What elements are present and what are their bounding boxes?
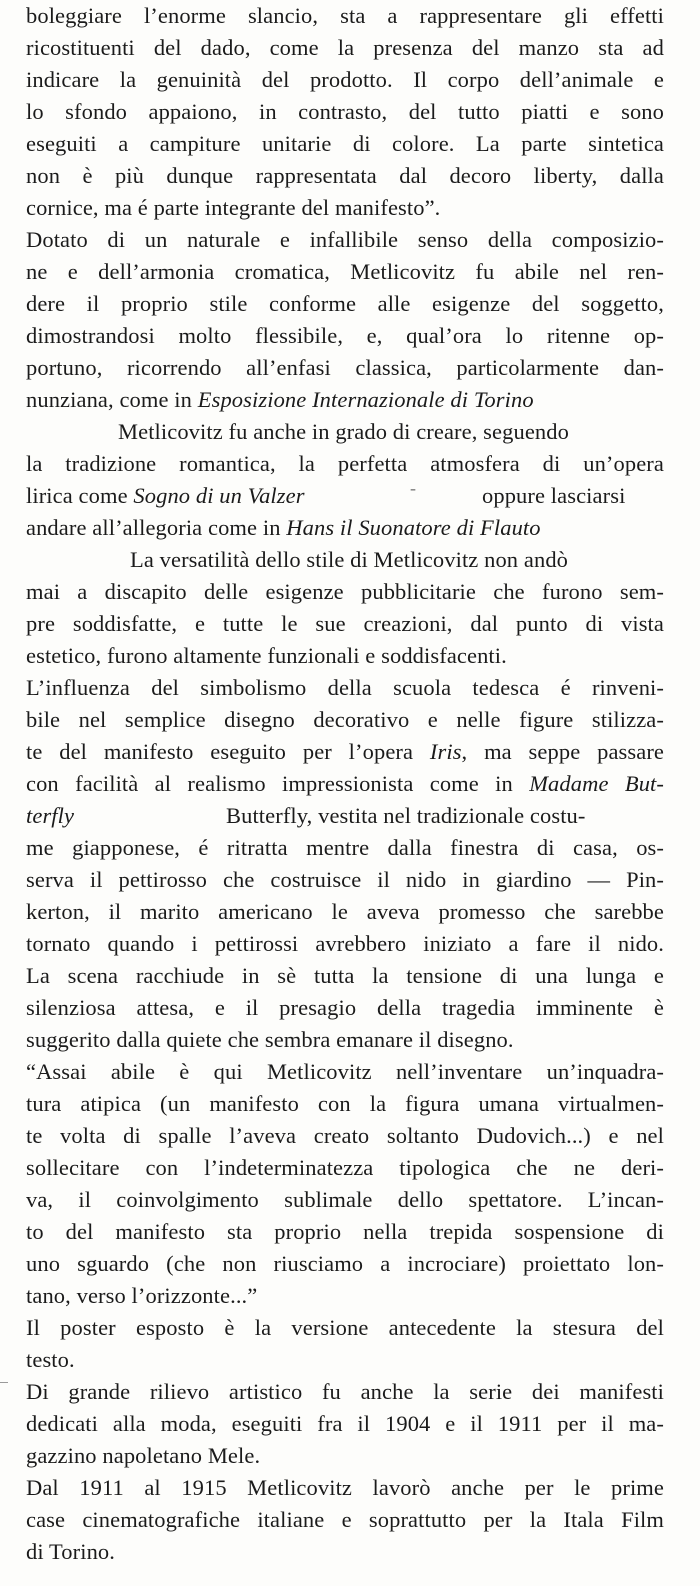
text-line	[26, 800, 664, 832]
text-line	[26, 736, 664, 768]
text-line: mai a discapito delle esigenze pubblicitarie che furono sem-	[26, 579, 664, 604]
text-line: uno sguardo (che non riusciamo a incrociare) proiettato lon-	[26, 1251, 664, 1276]
poster-title: Sogno di un Valzer	[133, 483, 305, 508]
text-line: Dal 1911 al 1915 Metlicovitz lavorò anche per le prime	[26, 1475, 664, 1500]
text-line: tano, verso l’orizzonte...”	[26, 1283, 258, 1308]
poster-title: Hans il Suonatore di Flauto	[286, 515, 541, 540]
text-segment: nunziana, come in	[26, 387, 198, 412]
text-line: di Torino.	[26, 1539, 116, 1564]
text-line: tornato quando i pettirossi avrebbero iniziato a fare il nido.	[26, 931, 664, 956]
text-segment: , ma seppe passare	[461, 739, 665, 764]
text-line: portuno, ricorrendo all’enfasi classica, particolarmente dan-	[26, 355, 664, 380]
text-line: dimostrandosi molto flessibile, e, qual’ora lo ritenne op-	[26, 323, 664, 348]
text-line: case cinematografiche italiane e soprattutto per la Itala Film	[26, 1507, 664, 1532]
text-line: estetico, furono altamente funzionali e soddisfacenti.	[26, 643, 507, 668]
text-segment: andare all’allegoria come in	[26, 515, 287, 540]
text-line: serva il pettirosso che costruisce il nido in giardino — Pin-	[26, 867, 664, 892]
text-segment: Metlicovitz fu anche in grado di creare, seguendo	[118, 419, 569, 444]
text-line: va, il coinvolgimento sublimale dello spettatore. L’incan-	[26, 1187, 664, 1212]
text-segment: lirica come	[26, 483, 134, 508]
text-segment: La versatilità dello stile di Metlicovitz non andò	[130, 547, 569, 572]
text-line	[26, 512, 664, 544]
text-segment: Butterfly, vestita nel tradizionale costu-	[226, 803, 586, 828]
poster-title: Esposizione Internazionale di Torino	[197, 387, 534, 412]
text-line: cornice, ma é parte integrante del manifesto”.	[26, 195, 441, 220]
text-line: kerton, il marito americano le aveva promesso che sarebbe	[26, 899, 664, 924]
text-line: ne e dell’armonia cromatica, Metlicovitz fu abile nel ren-	[26, 259, 664, 284]
text-line	[26, 416, 664, 448]
text-line: te volta di spalle l’aveva creato soltanto Dudovich...) e nel	[26, 1123, 664, 1148]
poster-title: Madame But-	[529, 771, 664, 796]
text-line: ricostituenti del dado, come la presenza del manzo sta ad	[26, 35, 664, 60]
text-segment: oppure lasciarsi	[482, 483, 626, 508]
text-line	[26, 768, 664, 800]
text-line: testo.	[26, 1347, 75, 1372]
text-line: “Assai abile è qui Metlicovitz nell’inventare un’inquadra-	[26, 1059, 664, 1084]
dash-mark: -	[410, 478, 417, 498]
text-line: silenziosa attesa, e il presagio della tragedia imminente è	[26, 995, 664, 1020]
text-line: eseguiti a campiture unitarie di colore. La parte sintetica	[26, 131, 664, 156]
text-segment: con facilità al realismo impressionista come in	[26, 771, 530, 796]
text-line: tura atipica (un manifesto con la figura umana virtualmen-	[26, 1091, 664, 1116]
text-line: non è più dunque rappresentata dal decoro liberty, dalla	[26, 163, 664, 188]
text-line: lo sfondo appaiono, in contrasto, del tutto piatti e sono	[26, 99, 664, 124]
text-line: gazzino napoletano Mele.	[26, 1443, 261, 1468]
text-line: Il poster esposto è la versione antecedente la stesura del	[26, 1315, 664, 1340]
text-line: sollecitare con l’indeterminatezza tipologica che ne deri-	[26, 1155, 664, 1180]
text-line: boleggiare l’enorme slancio, sta a rappresentare gli effetti	[26, 3, 664, 28]
text-line: dedicati alla moda, eseguiti fra il 1904 e il 1911 per il ma-	[26, 1411, 664, 1436]
text-line: bile nel semplice disegno decorativo e nelle figure stilizza-	[26, 707, 664, 732]
text-line: la tradizione romantica, la perfetta atmosfera di un’opera	[26, 451, 664, 476]
text-line: suggerito dalla quiete che sembra emanare il disegno.	[26, 1027, 514, 1052]
text-line: indicare la genuinità del prodotto. Il corpo dell’animale e	[26, 67, 664, 92]
poster-title: Iris	[429, 739, 462, 764]
text-line: me giapponese, é ritratta mentre dalla finestra di casa, os-	[26, 835, 664, 860]
text-line: Di grande rilievo artistico fu anche la serie dei manifesti	[26, 1379, 664, 1404]
text-line: Dotato di un naturale e infallibile senso della composizio-	[26, 227, 664, 252]
text-segment: te del manifesto eseguito per l’opera	[26, 739, 430, 764]
text-line: pre soddisfatte, e tutte le sue creazioni, dal punto di vista	[26, 611, 664, 636]
text-line: to del manifesto sta proprio nella trepida sospensione di	[26, 1219, 664, 1244]
poster-title: terfly	[26, 803, 75, 828]
text-line	[26, 384, 664, 416]
scan-mark	[0, 1382, 8, 1383]
text-line: L’influenza del simbolismo della scuola tedesca é rinveni-	[26, 675, 664, 700]
text-line	[26, 544, 664, 576]
text-segment	[26, 480, 305, 512]
text-line: dere il proprio stile conforme alle esigenze del soggetto,	[26, 291, 664, 316]
text-line: La scena racchiude in sè tutta la tensione di una lunga e	[26, 963, 664, 988]
text-line	[26, 480, 664, 512]
